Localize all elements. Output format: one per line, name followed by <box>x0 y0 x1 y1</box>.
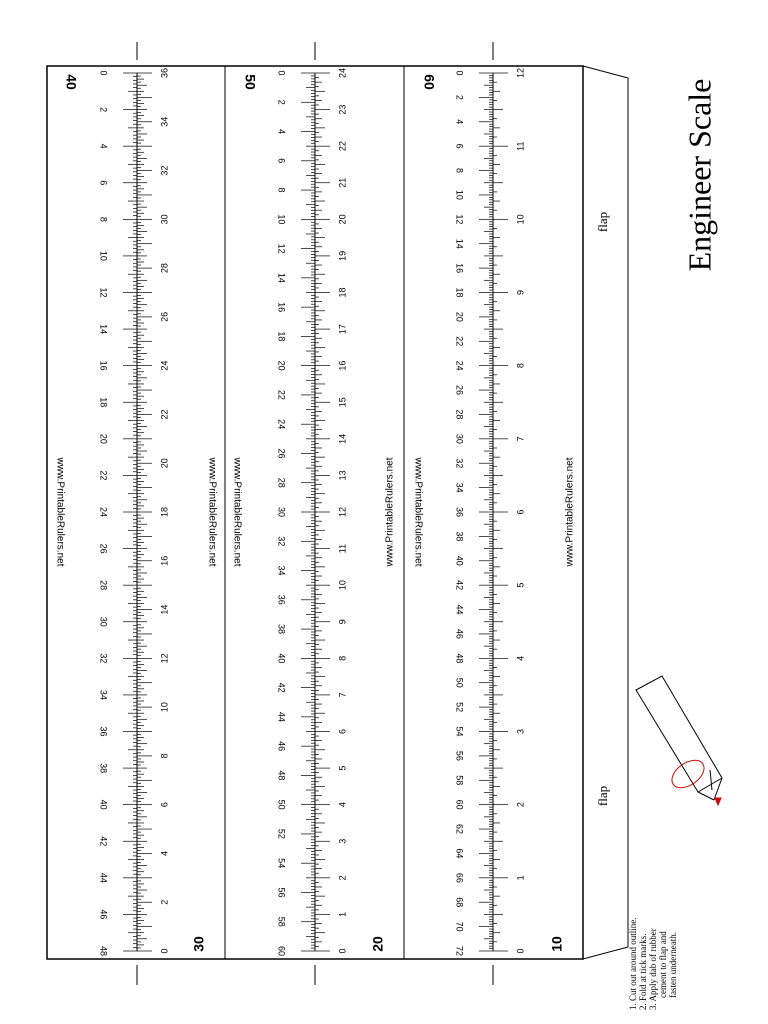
reverse-number: 7 <box>515 436 526 442</box>
reverse-number: 6 <box>159 802 170 808</box>
scale-number: 0 <box>276 70 287 76</box>
watermark-2: www.PrintableRulers.net <box>206 457 218 567</box>
scale-number: 68 <box>454 897 465 908</box>
scale-number: 16 <box>276 302 287 313</box>
scale-number: 62 <box>454 824 465 835</box>
scale-number: 4 <box>98 143 109 149</box>
scale-number: 8 <box>276 187 287 193</box>
scale-number: 48 <box>454 653 465 664</box>
scale-number: 64 <box>454 848 465 859</box>
scale-number: 32 <box>276 536 287 547</box>
reverse-number: 22 <box>337 141 348 152</box>
scale-number: 8 <box>98 216 109 222</box>
reverse-number: 9 <box>337 619 348 625</box>
reverse-number: 2 <box>337 875 348 881</box>
scale-number: 14 <box>276 272 287 283</box>
scale-number: 2 <box>98 107 109 113</box>
scale-number: 40 <box>454 555 465 566</box>
watermark-5: www.PrintableRulers.net <box>412 457 424 567</box>
scale-number: 14 <box>454 238 465 249</box>
scale-label-30: 30 <box>190 936 207 952</box>
scale-label-20: 20 <box>369 936 386 952</box>
reverse-number: 32 <box>159 165 170 176</box>
scale-number: 38 <box>276 624 287 635</box>
reverse-number: 9 <box>515 289 526 296</box>
scale-number: 26 <box>98 543 109 554</box>
reverse-number: 12 <box>337 506 348 518</box>
scale-label-10: 10 <box>548 936 565 952</box>
reverse-number: 4 <box>515 655 526 661</box>
reverse-number: 34 <box>159 116 170 127</box>
scale-number: 22 <box>98 470 109 481</box>
page-title: Engineer Scale <box>681 78 718 272</box>
scale-number: 30 <box>454 433 465 444</box>
scale-number: 24 <box>276 419 287 430</box>
watermark-3: www.PrintableRulers.net <box>231 457 243 567</box>
scale-number: 44 <box>276 711 287 722</box>
reverse-number: 23 <box>337 104 348 115</box>
instruction-line: cement to flap and <box>658 931 668 998</box>
scale-number: 42 <box>98 836 109 847</box>
scale-number: 20 <box>98 433 109 444</box>
reverse-number: 0 <box>159 948 170 954</box>
scale-number: 36 <box>276 594 287 605</box>
flap-outline <box>583 66 628 959</box>
scale-number: 28 <box>98 580 109 591</box>
instructions <box>628 830 678 1010</box>
scale-number: 34 <box>276 565 287 576</box>
scale-number: 16 <box>454 263 465 274</box>
scale-number: 40 <box>98 799 109 810</box>
scale-number: 2 <box>454 94 465 100</box>
scale-number: 6 <box>454 143 465 149</box>
ruler-ticks <box>123 73 508 954</box>
reverse-number: 7 <box>337 692 348 698</box>
reverse-number: 14 <box>337 433 348 444</box>
scale-number: 22 <box>276 389 287 400</box>
scale-number: 26 <box>454 385 465 396</box>
reverse-number: 10 <box>337 580 348 591</box>
scale-number: 36 <box>454 506 465 518</box>
reverse-number: 4 <box>159 850 170 856</box>
scale-number: 38 <box>98 763 109 774</box>
scale-number: 50 <box>276 799 287 810</box>
scale-number: 28 <box>276 477 287 488</box>
scale-number: 22 <box>454 336 465 347</box>
scale-number: 42 <box>454 580 465 591</box>
scale-number: 46 <box>98 909 109 920</box>
scale-number: 10 <box>98 250 109 261</box>
reverse-number: 24 <box>159 360 170 371</box>
reverse-number: 30 <box>159 214 170 225</box>
scale-number: 48 <box>276 770 287 781</box>
reverse-number: 28 <box>159 263 170 274</box>
scale-number: 20 <box>454 311 465 322</box>
instruction-line: fasten underneath. <box>668 932 678 998</box>
scale-number: 14 <box>98 324 109 335</box>
scale-number: 52 <box>454 702 465 713</box>
scale-number: 70 <box>454 921 465 932</box>
reverse-number: 20 <box>337 214 348 225</box>
scale-number: 10 <box>276 214 287 225</box>
reverse-number: 6 <box>337 728 348 735</box>
scale-number: 56 <box>276 887 287 898</box>
scale-number: 36 <box>98 726 109 737</box>
scale-number: 12 <box>98 287 109 298</box>
scale-number: 56 <box>454 750 465 761</box>
reverse-number: 18 <box>159 506 170 518</box>
scale-number: 32 <box>454 458 465 469</box>
scale-number: 44 <box>454 604 465 615</box>
scale-number: 58 <box>276 916 287 927</box>
instruction-line: 3. Apply dab of rubber <box>648 928 658 1010</box>
reverse-number: 10 <box>515 214 526 225</box>
reverse-number: 3 <box>515 728 526 735</box>
reverse-number: 20 <box>159 458 170 469</box>
scale-number: 24 <box>98 506 109 518</box>
flap-label-top: flap <box>594 211 610 233</box>
scale-number: 40 <box>276 653 287 664</box>
reverse-number: 3 <box>337 838 348 844</box>
reverse-number: 17 <box>337 324 348 335</box>
watermark-6: www.PrintableRulers.net <box>564 457 576 567</box>
reverse-number: 2 <box>515 802 526 808</box>
scale-number: 0 <box>454 70 465 76</box>
reverse-number: 14 <box>159 604 170 615</box>
scale-label-60: 60 <box>421 74 438 90</box>
scale-number: 18 <box>98 397 109 408</box>
scale-number: 54 <box>276 858 287 869</box>
scale-number: 34 <box>98 689 109 700</box>
reverse-number: 11 <box>515 141 526 151</box>
reverse-number: 6 <box>515 509 526 515</box>
reverse-number: 16 <box>337 360 348 371</box>
scale-number: 46 <box>454 628 465 639</box>
reverse-number: 19 <box>337 250 348 261</box>
scale-label-50: 50 <box>242 74 259 90</box>
reverse-number: 11 <box>337 543 348 554</box>
flap-label-bottom: flap <box>594 785 610 807</box>
reverse-number: 13 <box>337 470 348 481</box>
scale-number: 24 <box>454 360 465 371</box>
scale-number: 60 <box>276 945 287 957</box>
scale-number: 26 <box>276 448 287 459</box>
scale-number: 8 <box>454 168 465 174</box>
scale-number: 44 <box>98 872 109 883</box>
scale-number: 58 <box>454 775 465 786</box>
instruction-line: 2. Fold at tick marks. <box>638 933 648 1010</box>
scale-number: 52 <box>276 828 287 839</box>
reverse-number: 24 <box>337 67 348 79</box>
scale-number: 12 <box>276 243 287 254</box>
scale-number: 10 <box>454 189 465 200</box>
reverse-number: 8 <box>159 753 170 759</box>
scale-number: 16 <box>98 360 109 371</box>
scale-number: 50 <box>454 677 465 688</box>
reverse-number: 8 <box>337 655 348 661</box>
scale-number: 72 <box>454 945 465 957</box>
scale-number: 4 <box>454 119 465 125</box>
reverse-number: 18 <box>337 287 348 298</box>
scale-number: 34 <box>454 482 465 493</box>
watermark-1: www.PrintableRulers.net <box>54 457 66 567</box>
scale-number: 66 <box>454 872 465 883</box>
scale-number: 4 <box>276 129 287 135</box>
scale-number: 38 <box>454 531 465 542</box>
scale-number: 2 <box>276 99 287 105</box>
instruction-line: 1. Cut out around outline. <box>628 917 638 1010</box>
reverse-number: 10 <box>159 702 170 713</box>
scale-number: 20 <box>276 360 287 371</box>
reverse-number: 8 <box>515 363 526 369</box>
scale-number: 60 <box>454 799 465 810</box>
reverse-number: 2 <box>159 899 170 905</box>
reverse-number: 12 <box>159 653 170 664</box>
reverse-number: 15 <box>337 397 348 408</box>
scale-number: 6 <box>98 180 109 186</box>
reverse-number: 12 <box>515 67 526 79</box>
scale-number: 12 <box>454 214 465 225</box>
watermark-4: www.PrintableRulers.net <box>384 457 396 567</box>
reverse-number: 22 <box>159 409 170 420</box>
scale-label-40: 40 <box>63 74 80 90</box>
scale-number: 30 <box>98 616 109 627</box>
reverse-number: 0 <box>515 948 526 954</box>
scale-number: 18 <box>276 331 287 342</box>
scale-number: 28 <box>454 409 465 420</box>
reverse-number: 1 <box>337 911 348 917</box>
reverse-number: 5 <box>515 582 526 588</box>
scale-number: 0 <box>98 70 109 76</box>
fold-diagram-icon <box>636 676 722 805</box>
scale-number: 32 <box>98 653 109 664</box>
scale-number: 54 <box>454 726 465 737</box>
scale-number: 48 <box>98 945 109 957</box>
scale-number: 18 <box>454 287 465 298</box>
reverse-number: 1 <box>515 875 526 881</box>
reverse-number: 0 <box>337 948 348 954</box>
scale-number: 42 <box>276 682 287 693</box>
reverse-number: 5 <box>337 765 348 771</box>
scale-number: 46 <box>276 741 287 752</box>
scale-number: 6 <box>276 158 287 164</box>
scale-number: 30 <box>276 506 287 518</box>
reverse-number: 36 <box>159 67 170 79</box>
reverse-number: 26 <box>159 311 170 322</box>
reverse-number: 4 <box>337 802 348 808</box>
reverse-number: 16 <box>159 555 170 566</box>
reverse-number: 21 <box>337 177 348 188</box>
